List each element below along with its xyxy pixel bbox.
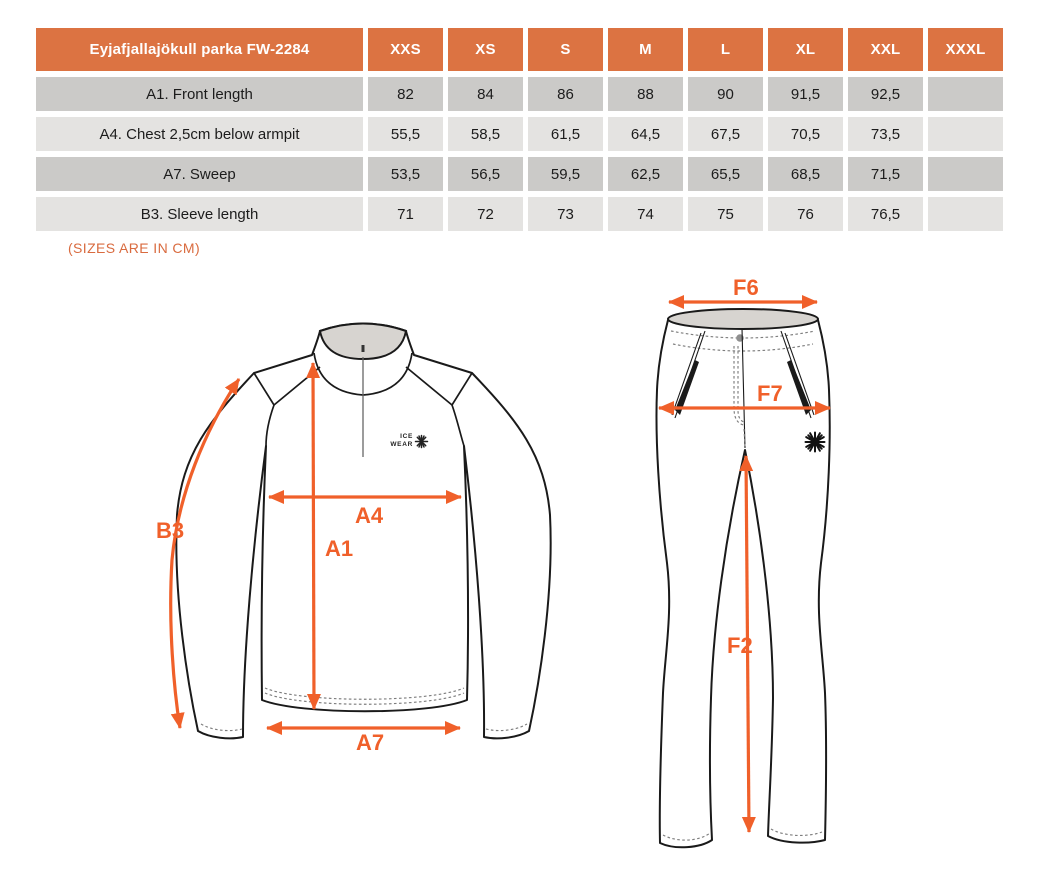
size-header-xs: XS xyxy=(448,28,523,71)
b3-label: B3 xyxy=(156,518,185,543)
table-row-sleeve-length xyxy=(36,197,1003,231)
value-cell: 70,5 xyxy=(768,117,843,151)
value-cell: 73,5 xyxy=(848,117,923,151)
value-cell: 72 xyxy=(448,197,523,231)
value-cell: 71,5 xyxy=(848,157,923,191)
f7-label: F7 xyxy=(757,381,783,406)
value-cell: 53,5 xyxy=(368,157,443,191)
size-table-header xyxy=(36,28,1003,71)
pants-diagram xyxy=(645,278,875,868)
value-cell: 59,5 xyxy=(528,157,603,191)
measurement-label: A7. Sweep xyxy=(36,157,363,191)
value-cell: 82 xyxy=(368,77,443,111)
waist-opening xyxy=(668,309,818,329)
size-header-l: L xyxy=(688,28,763,71)
size-header-xxs: XXS xyxy=(368,28,443,71)
snowflake-icon xyxy=(416,436,428,448)
size-header-xl: XL xyxy=(768,28,843,71)
value-cell: 55,5 xyxy=(368,117,443,151)
value-cell: 86 xyxy=(528,77,603,111)
value-cell: 76 xyxy=(768,197,843,231)
measurement-label: A1. Front length xyxy=(36,77,363,111)
svg-text:WEAR: WEAR xyxy=(390,441,413,448)
value-cell xyxy=(928,197,1003,231)
value-cell: 58,5 xyxy=(448,117,523,151)
f6-label: F6 xyxy=(733,278,759,300)
value-cell: 61,5 xyxy=(528,117,603,151)
a4-label: A4 xyxy=(355,503,384,528)
value-cell: 91,5 xyxy=(768,77,843,111)
value-cell: 68,5 xyxy=(768,157,843,191)
value-cell: 75 xyxy=(688,197,763,231)
table-row-chest xyxy=(36,117,1003,151)
value-cell: 71 xyxy=(368,197,443,231)
a1-front-length-arrow xyxy=(313,363,314,709)
value-cell: 74 xyxy=(608,197,683,231)
value-cell: 84 xyxy=(448,77,523,111)
value-cell: 65,5 xyxy=(688,157,763,191)
sizes-unit-note: (SIZES ARE IN CM) xyxy=(68,240,201,256)
size-table xyxy=(31,22,1008,237)
size-header-xxxl: XXXL xyxy=(928,28,1003,71)
table-row-front-length xyxy=(36,77,1003,111)
value-cell: 64,5 xyxy=(608,117,683,151)
a7-label: A7 xyxy=(356,730,385,755)
f2-label: F2 xyxy=(727,633,753,658)
product-title: Eyjafjallajökull parka FW-2284 xyxy=(36,28,363,71)
value-cell xyxy=(928,77,1003,111)
size-header-xxl: XXL xyxy=(848,28,923,71)
size-header-s: S xyxy=(528,28,603,71)
measurement-label: A4. Chest 2,5cm below armpit xyxy=(36,117,363,151)
value-cell: 76,5 xyxy=(848,197,923,231)
value-cell: 73 xyxy=(528,197,603,231)
svg-text:ICE: ICE xyxy=(400,433,413,440)
value-cell xyxy=(928,117,1003,151)
sweater-diagram xyxy=(150,295,580,775)
header-row xyxy=(36,28,1003,71)
value-cell: 67,5 xyxy=(688,117,763,151)
a1-label: A1 xyxy=(325,536,354,561)
value-cell: 62,5 xyxy=(608,157,683,191)
snowflake-logo xyxy=(806,433,825,452)
value-cell: 92,5 xyxy=(848,77,923,111)
value-cell: 88 xyxy=(608,77,683,111)
measurement-label: B3. Sleeve length xyxy=(36,197,363,231)
value-cell: 56,5 xyxy=(448,157,523,191)
size-table-body xyxy=(36,77,1003,231)
table-row-sweep xyxy=(36,157,1003,191)
value-cell xyxy=(928,157,1003,191)
value-cell: 90 xyxy=(688,77,763,111)
size-header-m: M xyxy=(608,28,683,71)
